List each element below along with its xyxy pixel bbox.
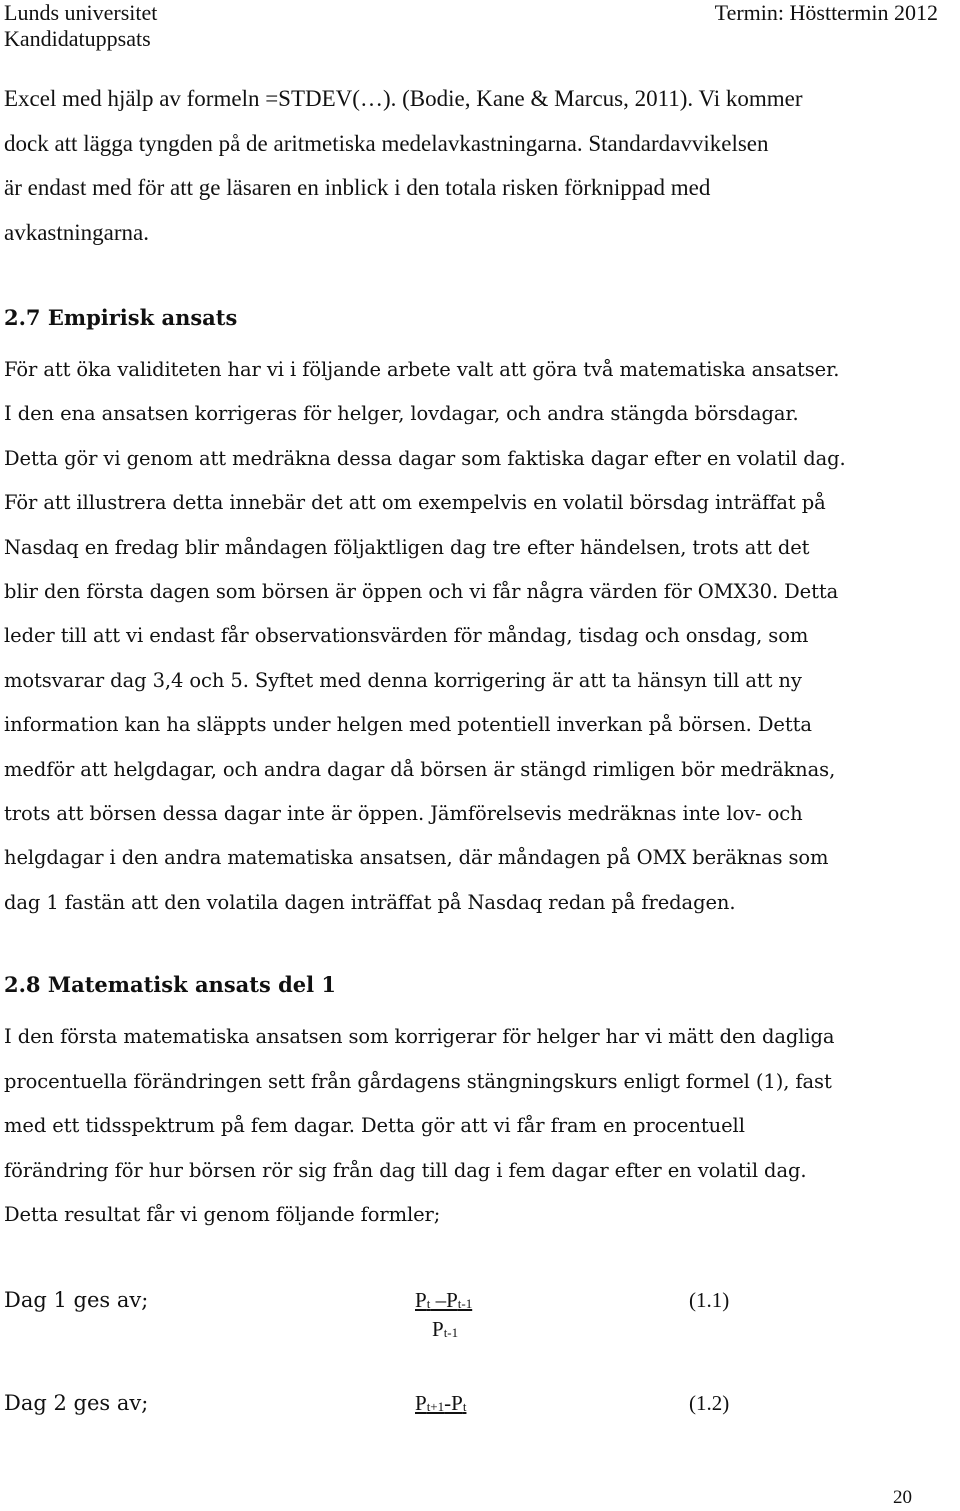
formula-1-1-number: (1.1): [689, 1288, 730, 1312]
text-line: information kan ha släppts under helgen med potentiell inverkan på börsen. Detta: [4, 713, 812, 737]
text-line: dag 1 fastän att den volatila dagen inträffat på Nasdaq redan på fredagen.: [4, 890, 736, 914]
formula-1-2-label: Dag 2 ges av;: [4, 1391, 149, 1415]
header-term: Termin: Hösttermin 2012: [714, 0, 938, 25]
text-line: förändring för hur börsen rör sig från dag till dag i fem dagar efter en volatil dag.: [4, 1158, 807, 1182]
text-line: Detta gör vi genom att medräkna dessa dagar som faktiska dagar efter en volatil dag.: [4, 446, 846, 470]
text-line: procentuella förändringen sett från gårdagens stängningskurs enligt formel (1), fast: [4, 1069, 832, 1093]
section-2-8-body: [4, 1015, 934, 1238]
text-line: avkastningarna.: [4, 219, 149, 245]
text-line: blir den första dagen som börsen är öppen och vi får några värden för OMX30. Detta: [4, 580, 839, 604]
text-line: leder till att vi endast får observationsvärden för måndag, tisdag och onsdag, som: [4, 624, 809, 648]
text-line: I den ena ansatsen korrigeras för helger, lovdagar, och andra stängda börsdagar.: [4, 402, 799, 426]
formula-1-1-numerator: $P_t$ $-P_{t-1}$: [415, 1288, 473, 1312]
text-line: medför att helgdagar, och andra dagar då börsen är stängd rimligen bör medräknas,: [4, 757, 836, 781]
header-university: [4, 0, 157, 52]
header-university-name: Lunds universitet: [4, 0, 158, 25]
formula-1-1-label: Dag 1 ges av;: [4, 1288, 149, 1312]
text-line: är endast med för att ge läsaren en inblick i den totala risken förknippad med: [4, 175, 711, 200]
formula-1-2-number: (1.2): [689, 1391, 730, 1415]
formula-1-2-numerator: $P_{t+1}-P_t$: [415, 1391, 467, 1415]
section-heading-2-8: 2.8 Matematisk ansats del 1: [4, 972, 337, 997]
text-line: Detta resultat får vi genom följande formler;: [4, 1203, 441, 1226]
header-document-type: Kandidatuppsats: [4, 26, 151, 51]
text-line: Excel med hjälp av formeln =STDEV(…). (Bodie, Kane & Marcus, 2011). Vi kommer: [4, 86, 803, 111]
text-line: Nasdaq en fredag blir måndagen följaktligen dag tre efter händelsen, trots att det: [4, 535, 810, 559]
section-heading-2-7: 2.7 Empirisk ansats: [4, 305, 238, 330]
formula-1-1-denominator: $P_{t-1}$: [432, 1317, 459, 1341]
page-number: 20: [893, 1487, 912, 1508]
text-line: I den första matematiska ansatsen som korrigerar för helger har vi mätt den dagliga: [4, 1025, 835, 1048]
section-2-7-body: [4, 348, 934, 925]
text-line: motsvarar dag 3,4 och 5. Syftet med denna korrigering är att ta hänsyn till att ny: [4, 668, 802, 692]
text-line: helgdagar i den andra matematiska ansatsen, där måndagen på OMX beräknas som: [4, 846, 829, 870]
text-line: För att öka validiteten har vi i följande arbete valt att göra två matematiska ansatser.: [4, 358, 840, 381]
text-line: För att illustrera detta innebär det att om exempelvis en volatil börsdag inträffat på: [4, 491, 826, 515]
text-line: trots att börsen dessa dagar inte är öppen. Jämförelsevis medräknas inte lov- och: [4, 802, 803, 826]
text-line: med ett tidsspektrum på fem dagar. Detta gör att vi får fram en procentuell: [4, 1114, 745, 1137]
intro-paragraph: [4, 77, 934, 255]
text-line: dock att lägga tyngden på de aritmetiska medelavkastningarna. Standardavvikelsen: [4, 130, 769, 156]
